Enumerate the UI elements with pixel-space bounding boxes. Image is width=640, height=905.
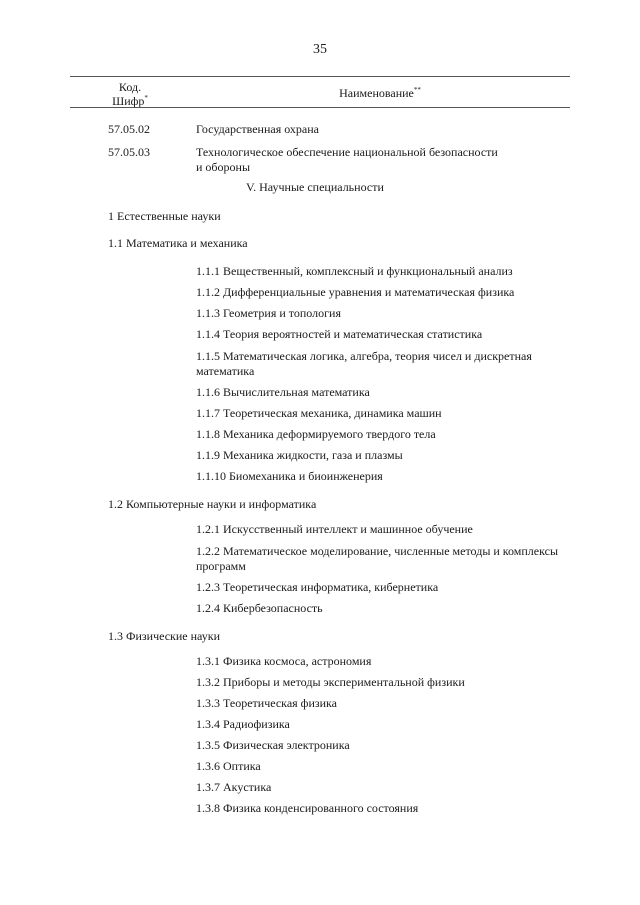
list-item: 1.2.3 Теоретическая информатика, кибернетика — [196, 580, 439, 594]
group-title: 1 Естественные науки — [108, 209, 221, 223]
list-item: 1.1.5 Математическая логика, алгебра, теория чисел и дискретная математика — [196, 349, 532, 378]
group-title: 1.3 Физические науки — [108, 629, 221, 643]
list-item: 1.1.7 Теоретическая механика, динамика машин — [196, 406, 442, 420]
row-name: Государственная охрана — [196, 122, 319, 136]
header-code-column — [70, 80, 190, 108]
page-number: 35 — [313, 42, 327, 57]
header-name-footnote-mark: ** — [413, 86, 421, 94]
list-item: 1.3.4 Радиофизика — [196, 717, 290, 731]
list-item: 1.1.10 Биомеханика и биоинженерия — [196, 469, 383, 483]
row-code: 57.05.03 — [108, 145, 150, 159]
list-item: 1.3.7 Акустика — [196, 780, 272, 794]
header-name-column: Наименование** — [339, 86, 421, 100]
row-name-continuation: и обороны — [196, 160, 251, 174]
group-title: 1.2 Компьютерные науки и информатика — [108, 497, 317, 511]
table-top-rule — [70, 76, 570, 77]
list-item: 1.1.6 Вычислительная математика — [196, 385, 370, 399]
table-header-bottom-rule — [70, 107, 570, 108]
header-code-line2: Шифр* — [112, 94, 148, 108]
list-item: 1.1.3 Геометрия и топология — [196, 306, 341, 320]
header-code-footnote-mark: * — [144, 94, 148, 102]
list-item: 1.3.1 Физика космоса, астрономия — [196, 654, 372, 668]
list-item: 1.3.2 Приборы и методы экспериментальной физики — [196, 675, 465, 689]
list-item: 1.3.8 Физика конденсированного состояния — [196, 801, 419, 815]
list-item: 1.2.4 Кибербезопасность — [196, 601, 323, 615]
list-item: 1.2.1 Искусственный интеллект и машинное обучение — [196, 522, 473, 536]
row-name: Технологическое обеспечение национальной безопасности — [196, 145, 498, 159]
list-item: 1.1.1 Вещественный, комплексный и функциональный анализ — [196, 264, 513, 278]
group-title: 1.1 Математика и механика — [108, 236, 248, 250]
section-title: V. Научные специальности — [246, 180, 384, 194]
list-item: 1.1.9 Механика жидкости, газа и плазмы — [196, 448, 403, 462]
list-item: 1.1.4 Теория вероятностей и математическая статистика — [196, 327, 483, 341]
list-item: 1.2.2 Математическое моделирование, численные методы и комплексы программ — [196, 544, 559, 573]
list-item: 1.1.8 Механика деформируемого твердого тела — [196, 427, 436, 441]
list-item: 1.1.2 Дифференциальные уравнения и математическая физика — [196, 285, 515, 299]
header-code-line1: Код. — [118, 80, 142, 94]
list-item: 1.3.5 Физическая электроника — [196, 738, 350, 752]
list-item: 1.3.6 Оптика — [196, 759, 261, 773]
row-code: 57.05.02 — [108, 122, 150, 136]
list-item: 1.3.3 Теоретическая физика — [196, 696, 338, 710]
